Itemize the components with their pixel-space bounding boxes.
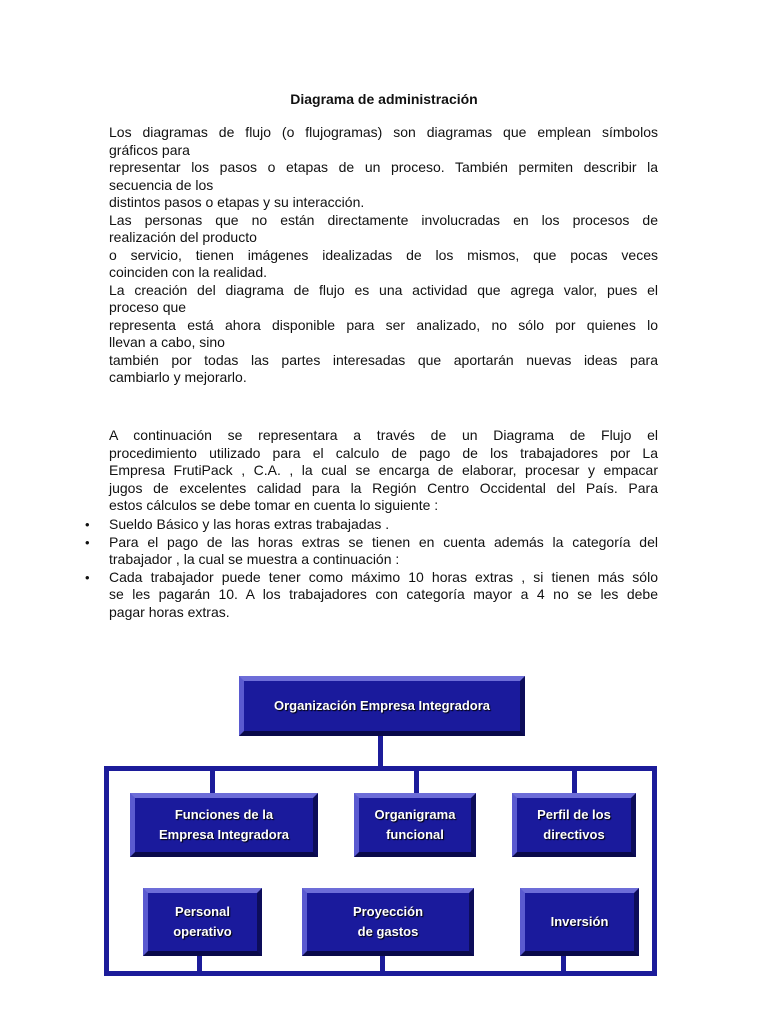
box-label-line: de gastos [357, 924, 419, 939]
bullet-line: pagar horas extras. [109, 603, 230, 620]
intro-line: realización del producto [109, 229, 257, 245]
box-label-line: Proyección [352, 904, 424, 919]
document-title: Diagrama de administración [290, 91, 478, 107]
bullet-line: se les pagarán 10. A los trabajadores con categoría mayor a 4 no se les debe [109, 586, 658, 602]
box-organigrama-label [359, 798, 471, 852]
box-funciones [130, 793, 318, 857]
intro-line: gráficos para [109, 141, 190, 158]
connector-perfil [572, 766, 577, 794]
box-label-line: Funciones de la [174, 807, 274, 822]
box-personal [143, 888, 262, 956]
intro-line: distintos pasos o etapas y su interacción. [109, 194, 365, 210]
bullet-item [109, 569, 658, 622]
intro-line: Las personas que no están directamente involucradas en los procesos de [109, 211, 658, 228]
bullet-line: • Cada trabajador puede tener como máximo 10 horas extras , si tienen más sólo [109, 568, 658, 585]
connector-proyeccion [380, 955, 385, 975]
box-organigrama [354, 793, 476, 857]
bullet-item [109, 516, 658, 534]
connector-inversion [561, 955, 566, 975]
box-inversion-label [525, 893, 634, 951]
intro-line: representa está ahora disponible para ser analizado, no sólo por quienes lo [109, 316, 658, 333]
box-proyeccion [302, 888, 474, 956]
box-label-line: directivos [543, 827, 605, 842]
intro-line: cambiarlo y mejorarlo. [109, 369, 247, 385]
connector-funciones [210, 766, 215, 794]
box-label-line: Organigrama [374, 807, 456, 822]
box-label-line: Inversión [550, 914, 609, 929]
frame-right [652, 766, 657, 976]
box-perfil [512, 793, 636, 857]
box-label-line: Personal [175, 904, 230, 919]
intro-line: o servicio, tienen imágenes idealizadas de los mismos, que pocas veces [109, 246, 658, 263]
box-proyeccion-label [307, 893, 469, 951]
connector-organigrama [414, 766, 419, 794]
box-label-line: Perfil de los [537, 807, 611, 822]
box-funciones-label [135, 798, 313, 852]
box-label-line: Organización Empresa Integradora [273, 698, 490, 713]
bullet-line: • Sueldo Básico y las horas extras trabajadas . [109, 516, 390, 532]
intro-line: Los diagramas de flujo (o flujogramas) son diagramas que emplean símbolos [109, 124, 658, 140]
bullet-line: trabajador , la cual se muestra a continuación : [109, 551, 400, 567]
intro-line: también por todas las partes interesadas que aportarán nuevas ideas para [109, 351, 658, 368]
bullet-item [109, 534, 658, 569]
intro-line: La creación del diagrama de flujo es una actividad que agrega valor, pues el [109, 281, 658, 298]
intro-line: coinciden con la realidad. [109, 264, 267, 280]
box-organizacion-label [244, 681, 520, 731]
intro-line: representar los pasos o etapas de un proceso. También permiten describir la [109, 159, 658, 175]
intro-line: llevan a cabo, sino [109, 334, 225, 350]
box-label-line: operativo [173, 924, 232, 939]
box-perfil-label [517, 798, 631, 852]
second-line: Empresa FrutiPack , C.A. , la cual se encarga de elaborar, procesar y empacar [109, 462, 658, 478]
second-line: A continuación se representara a través de un Diagrama de Flujo el [109, 427, 658, 443]
procedure-paragraph [109, 427, 658, 515]
bullet-list [109, 516, 658, 621]
box-personal-label [148, 893, 257, 951]
second-line: procedimiento utilizado para el calculo de pago de los trabajadores por La [109, 444, 658, 461]
box-label-line: funcional [386, 827, 444, 842]
frame-left [104, 766, 109, 976]
intro-paragraph [109, 124, 658, 387]
second-line: jugos de excelentes calidad para la Región Centro Occidental del País. Para [109, 479, 658, 496]
intro-line: secuencia de los [109, 176, 214, 193]
box-label-line: Empresa Integradora [158, 827, 290, 842]
bullet-line: • Para el pago de las horas extras se tienen en cuenta además la categoría del [109, 533, 658, 550]
connector-top-stem [378, 734, 383, 768]
connector-personal [197, 955, 202, 975]
intro-line: proceso que [109, 299, 187, 315]
box-organizacion [239, 676, 525, 736]
second-line: estos cálculos se debe tomar en cuenta lo siguiente : [109, 497, 439, 513]
box-inversion [520, 888, 639, 956]
